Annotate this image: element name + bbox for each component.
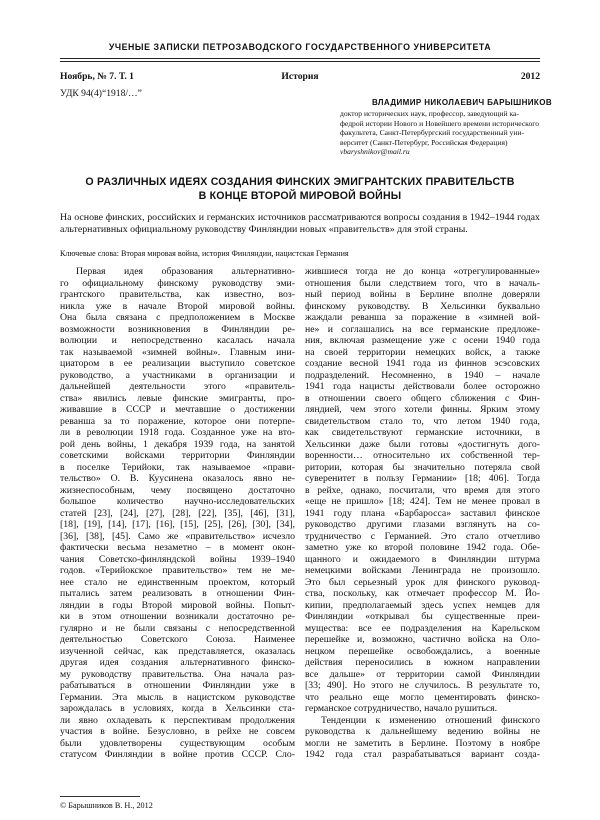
body-text-line: большое количество научно-исследовательских <box>60 496 295 507</box>
body-text-line: финскому руководству. В Хельсинки буквально <box>305 300 540 312</box>
udk-code: УДК 94(4)“1918/…” <box>60 88 142 99</box>
body-text-line: «еще не пришло» [18; 424]. Тем не менее провал в <box>305 496 540 507</box>
body-text-line: годов. «Терийокское правительство» тем не ме- <box>60 565 295 576</box>
body-text-line: ства» явились левые финские эмигранты, про- <box>60 392 295 404</box>
body-text-line: ли в революции 1918 года. Созданное уже на вто- <box>60 427 295 438</box>
body-text-line: нее стало не единственным проектом, который <box>60 576 295 588</box>
body-text-line: руководство другими глазами взглянуть на со- <box>305 519 540 530</box>
author-block <box>340 98 552 156</box>
body-text-line: [36], [38], [45]. Само же «правительство» исчезло <box>60 530 295 542</box>
body-text-line: руководство, а участниками в организации и <box>60 369 295 381</box>
body-text-line: деятельностью Советского Союза. Наименее <box>60 634 295 645</box>
body-text-line: циатором в ее реализации выступило советское <box>60 358 295 369</box>
body-text-line: чания Советско-финляндской войны 1939–1940 <box>60 553 295 565</box>
body-text-line: не» и соглашались на все германские предложе- <box>305 323 540 335</box>
body-text-line: 1941 года нацисты действовали более осторожно <box>305 381 540 392</box>
body-text-line: щанного и ожидаемого в Финляндии штурма <box>305 553 540 565</box>
body-text-line: ляндии в годы Второй мировой войны. Попыт- <box>60 599 295 611</box>
body-text-line: [33; 490]. Но этого не случилось. В результате то, <box>305 680 540 691</box>
body-text-line: Финляндии «открывал бы существенные преи- <box>305 611 540 622</box>
body-text-line: перешейке и, возможно, частично войска на Оло- <box>305 634 540 645</box>
author-affiliation-line: факультета, Санкт-Петербургский государственный уни- <box>340 128 524 138</box>
body-text-line: жизнеспособным, чему посвящено достаточно <box>60 484 295 496</box>
body-text-line: действия переносились в южном направлении <box>305 657 540 668</box>
body-text-line: Германии. Эта мысль в нацистском руководстве <box>60 691 295 703</box>
body-text-line: ли явно охладевать к перспективам продолжения <box>60 714 295 726</box>
body-text-line: 1941 году плана «Барбаросса» заставил финское <box>305 507 540 519</box>
body-text-line: дальнейшей деятельности этого «правитель- <box>60 381 295 392</box>
section-name: История <box>281 71 319 82</box>
author-name: ВЛАДИМИР НИКОЛАЕВИЧ БАРЫШНИКОВ <box>371 98 552 107</box>
body-text-line: суверенитет в пользу Германии» [18; 406]. Тогда <box>305 473 540 484</box>
body-text-line: ляндией, чем этого хотели финны. Ярким этому <box>305 404 540 415</box>
body-text-line: му руководству правительства. Она начала раз- <box>60 668 295 680</box>
body-text-line: 1942 года стал разрабатываться вариант созда- <box>305 749 540 760</box>
body-text-line: рой день войны, 1 декабря 1939 года, на занятой <box>60 438 295 450</box>
article-title <box>60 176 540 203</box>
body-text-line: в поселке Терийоки, так называемое «прави- <box>60 461 295 473</box>
body-text-line: реванша за то поражение, которое они потерпе- <box>60 415 295 427</box>
body-text-line: заметно уже ко второй половине 1942 года. Обе- <box>305 542 540 553</box>
body-text-line: возможности возникновения в Финляндии ре- <box>60 323 295 335</box>
body-text-line: на своей территории немецких войск, а также <box>305 346 540 358</box>
body-text-line: статусом Финляндии в войне против СССР. Сло- <box>60 749 295 760</box>
body-text-line: мущества: все ее подразделения на Карельском <box>305 622 540 634</box>
body-text-line: пытались затем реализовать в отношении Фин- <box>60 588 295 599</box>
body-text-line: зарождалась в условиях, когда в Хельсинки ста- <box>60 703 295 714</box>
body-text-line: [18], [19], [14], [17], [16], [15], [25], [26], [30], [34], <box>60 519 295 530</box>
article-title-line: О РАЗЛИЧНЫХ ИДЕЯХ СОЗДАНИЯ ФИНСКИХ ЭМИГРАНТСКИХ ПРАВИТЕЛЬСТВ <box>85 176 515 188</box>
body-text-line: гулярно и не были связаны с непосредственной <box>60 622 295 634</box>
body-text-line: ния, включая размещение уже с осени 1940 года <box>305 335 540 346</box>
body-text-line: живавшие в СССР и мечтавшие о достижении <box>60 404 295 415</box>
body-text-line: так называемой «зимней войны». Главным ини- <box>60 346 295 358</box>
journal-title: УЧЕНЫЕ ЗАПИСКИ ПЕТРОЗАВОДСКОГО ГОСУДАРСТВЕННОГО УНИВЕРСИТЕТА <box>108 42 492 52</box>
author-affiliation-line: верситет (Санкт-Петербург, Российская Федерация) <box>340 137 508 147</box>
body-text-line: нецком перешейке освобождались, а военные <box>305 645 540 657</box>
footnote-rule <box>60 796 140 797</box>
body-column-left <box>60 266 295 761</box>
body-text-line: ритории, которая бы значительно потеряла свой <box>305 461 540 473</box>
body-text-line: изученной сейчас, как представляется, оказалась <box>60 645 295 657</box>
body-text-line: трудничество с Германией. Это стало отчетливо <box>305 530 540 542</box>
header-rule-bottom <box>60 61 540 62</box>
body-text-line: подразделений. Несомненно, в 1940 – начале <box>305 369 540 381</box>
keywords: Ключевые слова: Вторая мировая война, история Финляндии, нацистская Германия <box>60 249 349 258</box>
body-text-line: советскими войсками территории Финляндии <box>60 450 295 461</box>
copyright-note: © Барышников В. Н., 2012 <box>60 801 153 810</box>
body-column-right <box>305 266 540 761</box>
body-text-line: никла уже в начале Второй мировой войны. <box>60 300 295 312</box>
body-text-line: Это был серьезный урок для финского руковод- <box>305 576 540 588</box>
issue-info: Ноябрь, № 7. Т. 1 <box>60 71 134 82</box>
article-title-line: В КОНЦЕ ВТОРОЙ МИРОВОЙ ВОЙНЫ <box>198 189 402 202</box>
body-text-line: фактически весьма незаметно – в момент окон- <box>60 542 295 553</box>
body-text-line: участия в войне. Безусловно, в рейхе не совсем <box>60 726 295 737</box>
body-text-line: как свидетельствуют германские источники, в <box>305 427 540 438</box>
author-email[interactable]: vbaryshnikov@mail.ru <box>340 147 410 157</box>
body-text-line: руководства к дальнейшему ведению войны не <box>305 726 540 737</box>
header-rule-top <box>60 58 540 59</box>
body-text-line: кипии, предполагаемый здесь успех немцев для <box>305 599 540 611</box>
body-text-line: в отношении своего общего сближения с Фин- <box>305 392 540 404</box>
body-text-line: могли не заметить в Берлине. Поэтому в ноябре <box>305 737 540 749</box>
body-text-line: тельство» О. В. Куусинена оказалось явно не- <box>60 473 295 484</box>
body-text-line: ки в этом отношении возникали достаточно ре- <box>60 611 295 622</box>
author-affiliation-line: федрой истории Нового и Новейшего времени исторического <box>340 118 540 128</box>
body-text-line: волюции и непосредственно касалась начала <box>60 335 295 346</box>
abstract: На основе финских, российских и германских источников рассматриваются вопросы создания в 1942–1944 годах альтернативных официальному руководству Финляндии новых «правительств» для этой страны. <box>60 212 540 235</box>
body-text-line: германское сотрудничество, начало рушиться. <box>305 703 498 714</box>
body-text-line: немецкими войсками Ленинграда не произошло. <box>305 565 540 576</box>
body-text-line: грантского правительства, как известно, воз- <box>60 289 295 300</box>
body-text-line: в рейхе, однако, посчитали, что время для этого <box>305 484 540 496</box>
body-text-line: Она была связана с предположением в Москве <box>60 312 295 323</box>
body-text-line: отношения были следствием того, что в началь- <box>305 277 540 289</box>
body-text-line: жившиеся тогда не до конца «отрегулированные» <box>305 266 540 277</box>
body-text-line: Тенденции к изменению отношений финского <box>321 714 540 726</box>
body-text-line: жаждали реванша за поражение в «зимней вой- <box>305 312 540 323</box>
body-text-line: ства, поскольку, как отмечает профессор М. Йо- <box>305 588 540 599</box>
body-text-line: создание весной 1941 года из финнов эсэсовских <box>305 358 540 369</box>
body-text-line: что реально еще могло цементировать финско- <box>305 691 540 703</box>
body-text-line: статей [23], [24], [27], [28], [22], [35], [46], [31], <box>60 507 295 519</box>
body-text-line: рабатываться в отношении Финляндии уже в <box>60 680 295 691</box>
body-text-line: Первая идея образования альтернативно- <box>76 266 295 277</box>
body-text-line: были удовлетворены существующим особым <box>60 737 295 749</box>
body-text-line: все дальше» от территории самой Финляндии <box>305 668 540 680</box>
author-affiliation-line: доктор исторических наук, профессор, заведующий ка- <box>340 109 519 119</box>
body-text-line: свидетельством стало то, что летом 1940 года, <box>305 415 540 427</box>
issue-year: 2012 <box>520 71 540 82</box>
body-text-line: Хельсинки даже были готовы «достигнуть дого- <box>305 438 540 450</box>
body-text-line: другая идея создания альтернативного финско- <box>60 657 295 668</box>
body-text-line: го официальному финскому руководству эми- <box>60 277 295 289</box>
body-text-line: ный период войны в Берлине вполне доверяли <box>305 289 540 300</box>
body-text-line: воренности… относительно их собственной тер- <box>305 450 540 461</box>
